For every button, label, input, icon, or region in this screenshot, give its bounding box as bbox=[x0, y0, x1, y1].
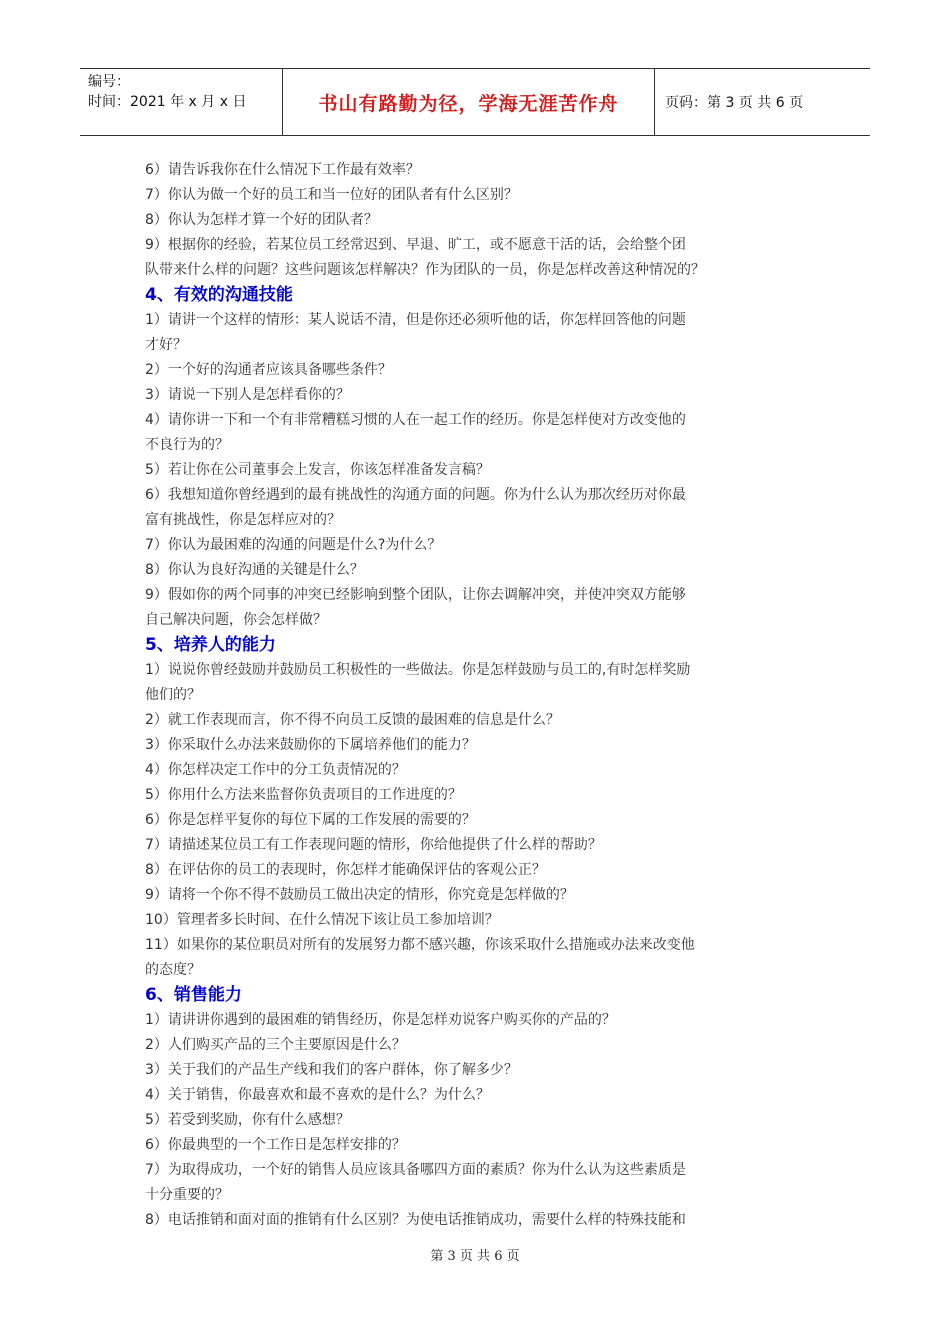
question-line: 2）就工作表现而言，你不得不向员工反馈的最困难的信息是什么？ bbox=[145, 712, 560, 728]
question-line: 1）请讲一个这样的情形：某人说话不清，但是你还必须听他的话，你怎样回答他的问题 bbox=[145, 312, 686, 328]
question-line: 4）关于销售，你最喜欢和最不喜欢的是什么？为什么？ bbox=[145, 1087, 490, 1103]
question-line: 7）为取得成功，一个好的销售人员应该具备哪四方面的素质？你为什么认为这些素质是 bbox=[145, 1162, 686, 1178]
question-line: 8）电话推销和面对面的推销有什么区别？为使电话推销成功，需要什么样的特殊技能和 bbox=[145, 1212, 686, 1228]
question-line: 9）假如你的两个同事的冲突已经影响到整个团队，让你去调解冲突，并使冲突双方能够 bbox=[145, 587, 686, 603]
section-heading: 5、培养人的能力 bbox=[145, 635, 276, 655]
question-line: 富有挑战性，你是怎样应对的？ bbox=[145, 512, 341, 528]
question-line: 3）你采取什么办法来鼓励你的下属培养他们的能力？ bbox=[145, 737, 476, 753]
header-meta bbox=[80, 69, 283, 135]
page-footer: 第 3 页 共 6 页 bbox=[430, 1249, 520, 1264]
question-line: 8）你认为怎样才算一个好的团队者？ bbox=[145, 212, 378, 228]
question-line: 11）如果你的某位职员对所有的发展努力都不感兴趣，你该采取什么措施或办法来改变他 bbox=[145, 937, 695, 953]
question-line: 9）请将一个你不得不鼓励员工做出决定的情形，你究竟是怎样做的？ bbox=[145, 887, 574, 903]
question-line: 6）你是怎样平复你的每位下属的工作发展的需要的？ bbox=[145, 812, 476, 828]
header-page-code: 页码：第 3 页 共 6 页 bbox=[665, 95, 804, 111]
question-line: 5）若受到奖励，你有什么感想？ bbox=[145, 1112, 350, 1128]
question-line: 才好？ bbox=[145, 337, 187, 353]
question-line: 4）请你讲一下和一个有非常糟糕习惯的人在一起工作的经历。你是怎样使对方改变他的 bbox=[145, 412, 686, 428]
question-line: 9）根据你的经验，若某位员工经常迟到、早退、旷工，或不愿意干活的话，会给整个团 bbox=[145, 237, 686, 253]
question-line: 3）请说一下别人是怎样看你的？ bbox=[145, 387, 350, 403]
question-line: 1）说说你曾经鼓励并鼓励员工积极性的一些做法。你是怎样鼓励与员工的,有时怎样奖励 bbox=[145, 662, 691, 678]
document-header bbox=[80, 68, 870, 136]
question-line: 4）你怎样决定工作中的分工负责情况的？ bbox=[145, 762, 406, 778]
question-line: 1）请讲讲你遇到的最困难的销售经历，你是怎样劝说客户购买你的产品的？ bbox=[145, 1012, 616, 1028]
question-line: 十分重要的？ bbox=[145, 1187, 229, 1203]
question-line: 6）你最典型的一个工作日是怎样安排的？ bbox=[145, 1137, 406, 1153]
question-line: 7）你认为最困难的沟通的问题是什么?为什么？ bbox=[145, 537, 442, 553]
document-body bbox=[145, 158, 805, 1233]
question-line: 6）我想知道你曾经遇到的最有挑战性的沟通方面的问题。你为什么认为那次经历对你最 bbox=[145, 487, 686, 503]
question-line: 3）关于我们的产品生产线和我们的客户群体，你了解多少？ bbox=[145, 1062, 518, 1078]
question-line: 7）你认为做一个好的员工和当一位好的团队者有什么区别？ bbox=[145, 187, 518, 203]
question-line: 6）请告诉我你在什么情况下工作最有效率？ bbox=[145, 162, 420, 178]
section-heading: 6、销售能力 bbox=[145, 985, 242, 1005]
header-motto-cell bbox=[283, 69, 655, 135]
question-line: 10）管理者多长时间、在什么情况下该让员工参加培训？ bbox=[145, 912, 499, 928]
date-label: 时间：2021 年 x 月 x 日 bbox=[88, 94, 247, 110]
question-line: 7）请描述某位员工有工作表现问题的情形，你给他提供了什么样的帮助？ bbox=[145, 837, 602, 853]
question-line: 5）你用什么方法来监督你负责项目的工作进度的？ bbox=[145, 787, 462, 803]
question-line: 自己解决问题，你会怎样做？ bbox=[145, 612, 327, 628]
section-heading: 4、有效的沟通技能 bbox=[145, 285, 293, 305]
question-line: 的态度？ bbox=[145, 962, 201, 978]
question-line: 他们的？ bbox=[145, 687, 201, 703]
header-motto: 书山有路勤为径，学海无涯苦作舟 bbox=[318, 92, 619, 115]
question-line: 8）你认为良好沟通的关键是什么？ bbox=[145, 562, 364, 578]
serial-number-label: 编号： bbox=[88, 74, 130, 90]
header-page-code-cell bbox=[655, 69, 870, 135]
question-line: 5）若让你在公司董事会上发言，你该怎样准备发言稿？ bbox=[145, 462, 490, 478]
question-line: 2）人们购买产品的三个主要原因是什么？ bbox=[145, 1037, 406, 1053]
question-line: 队带来什么样的问题？这些问题该怎样解决？作为团队的一员，你是怎样改善这种情况的？ bbox=[145, 262, 705, 278]
question-line: 8）在评估你的员工的表现时，你怎样才能确保评估的客观公正？ bbox=[145, 862, 546, 878]
question-line: 2）一个好的沟通者应该具备哪些条件？ bbox=[145, 362, 392, 378]
question-line: 不良行为的？ bbox=[145, 437, 229, 453]
